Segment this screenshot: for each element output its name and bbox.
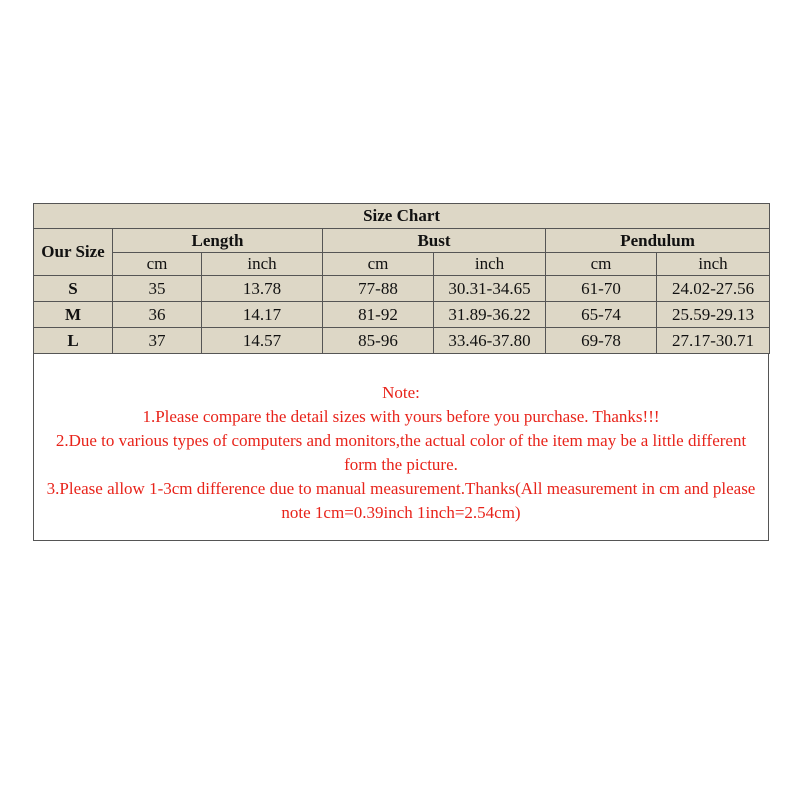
- note-line-2: 2.Due to various types of computers and monitors,the actual color of the item may be a little different form the picture.: [55, 431, 747, 474]
- table-cell: 81-92: [323, 302, 434, 328]
- table-cell: 24.02-27.56: [657, 276, 770, 302]
- table-cell: 37: [113, 328, 202, 354]
- table-cell: 14.57: [202, 328, 323, 354]
- table-cell: 65-74: [546, 302, 657, 328]
- note-line-3: 3.Please allow 1-3cm difference due to manual measurement.Thanks(All measurement in cm and please note 1cm=0.39inch 1inch=2.54cm): [46, 479, 756, 522]
- note-heading: Note:: [382, 383, 420, 402]
- table-cell: 85-96: [323, 328, 434, 354]
- unit-header: cm: [546, 253, 657, 276]
- size-label: L: [34, 328, 113, 354]
- table-cell: 77-88: [323, 276, 434, 302]
- size-label: S: [34, 276, 113, 302]
- table-cell: 35: [113, 276, 202, 302]
- table-cell: 33.46-37.80: [434, 328, 546, 354]
- unit-header: cm: [323, 253, 434, 276]
- our-size-header: Our Size: [34, 229, 113, 276]
- table-cell: 31.89-36.22: [434, 302, 546, 328]
- length-header: Length: [113, 229, 323, 253]
- table-row: [34, 328, 770, 354]
- table-title: Size Chart: [34, 204, 770, 229]
- table-cell: 69-78: [546, 328, 657, 354]
- table-cell: 61-70: [546, 276, 657, 302]
- note-box: [33, 354, 769, 541]
- table-cell: 13.78: [202, 276, 323, 302]
- table-row: [34, 276, 770, 302]
- table-cell: 30.31-34.65: [434, 276, 546, 302]
- unit-header: inch: [202, 253, 323, 276]
- bust-header: Bust: [323, 229, 546, 253]
- size-chart-table: [33, 203, 770, 354]
- size-chart: [33, 203, 769, 541]
- table-cell: 14.17: [202, 302, 323, 328]
- unit-header: inch: [657, 253, 770, 276]
- table-cell: 36: [113, 302, 202, 328]
- pendulum-header: Pendulum: [546, 229, 770, 253]
- unit-header: cm: [113, 253, 202, 276]
- note-line-1: 1.Please compare the detail sizes with yours before you purchase. Thanks!!!: [142, 407, 660, 426]
- table-cell: 27.17-30.71: [657, 328, 770, 354]
- table-row: [34, 302, 770, 328]
- note-text-block: [34, 354, 768, 525]
- table-cell: 25.59-29.13: [657, 302, 770, 328]
- size-label: M: [34, 302, 113, 328]
- unit-header: inch: [434, 253, 546, 276]
